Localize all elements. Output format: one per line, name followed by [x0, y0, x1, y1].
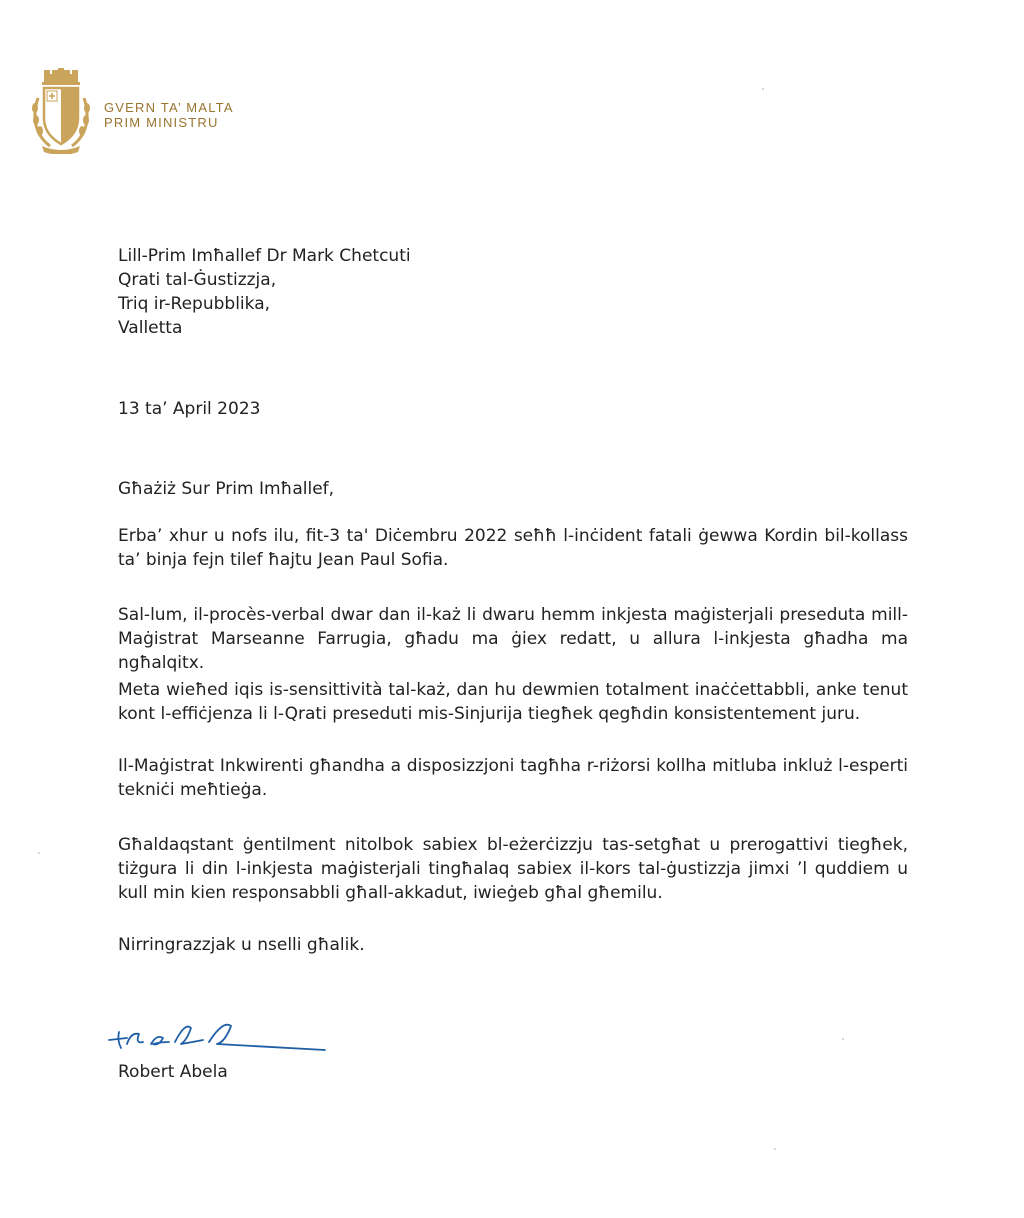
letterhead [30, 68, 234, 154]
office-name: PRIM MINISTRU [104, 115, 219, 130]
signer-name: Robert Abela [118, 1062, 228, 1082]
scan-speck [38, 852, 40, 854]
salutation: Għażiż Sur Prim Imħallef, [118, 479, 335, 499]
body-paragraph: Għaldaqstant ġentilment nitolbok sabiex bl-eżerċizzju tas-setgħat u prerogattivi tiegħek, tiżgura li din l-inkjesta maġisterjali tingħalaq sabiex il-kors tal-ġustizzja jimxi ’l quddiem u kull min kien responsabbli għall-akkadut, iwieġeb għal għemilu. [118, 835, 908, 903]
body-paragraph: Sal-lum, il-procès-verbal dwar dan il-każ li dwaru hemm inkjesta maġisterjali preseduta mill-Maġistrat Marseanne Farrugia, għadu ma ġiex redatt, u allura l-inkjesta għadha ma ngħalqitx. [118, 605, 908, 673]
recipient-address-line: Valletta [118, 318, 183, 338]
body-paragraph: Meta wieħed iqis is-sensittività tal-każ, dan hu dewmien totalment inaċċettabbli, anke tenut kont l-effiċjenza li l-Qrati preseduti mis-Sinjurija tiegħek qegħdin konsistentement juru. [118, 680, 908, 724]
body-paragraph: Erba’ xhur u nofs ilu, fit-3 ta' Diċembru 2022 seħħ l-inċident fatali ġewwa Kordin bil-kollass ta’ binja fejn tilef ħajtu Jean Paul Sofia. [118, 526, 908, 570]
recipient-address-line: Qrati tal-Ġustizzja, [118, 270, 277, 290]
letterhead-title [104, 100, 234, 130]
closing-line: Nirringrazzjak u nselli għalik. [118, 935, 365, 955]
recipient-address [118, 244, 908, 340]
letter-date: 13 ta’ April 2023 [118, 399, 261, 419]
scan-speck [762, 88, 764, 90]
recipient-address-line: Triq ir-Repubblika, [118, 294, 271, 314]
government-name: GVERN TA’ MALTA [104, 100, 234, 115]
scan-speck [842, 1038, 844, 1040]
body-paragraph: Il-Maġistrat Inkwirenti għandha a disposizzjoni tagħha r-riżorsi kollha mitluba inkluż l-esperti tekniċi meħtieġa. [118, 756, 908, 800]
malta-coat-of-arms-icon [30, 68, 92, 154]
recipient-name: Lill-Prim Imħallef Dr Mark Chetcuti [118, 246, 411, 266]
scan-speck [774, 1148, 776, 1150]
